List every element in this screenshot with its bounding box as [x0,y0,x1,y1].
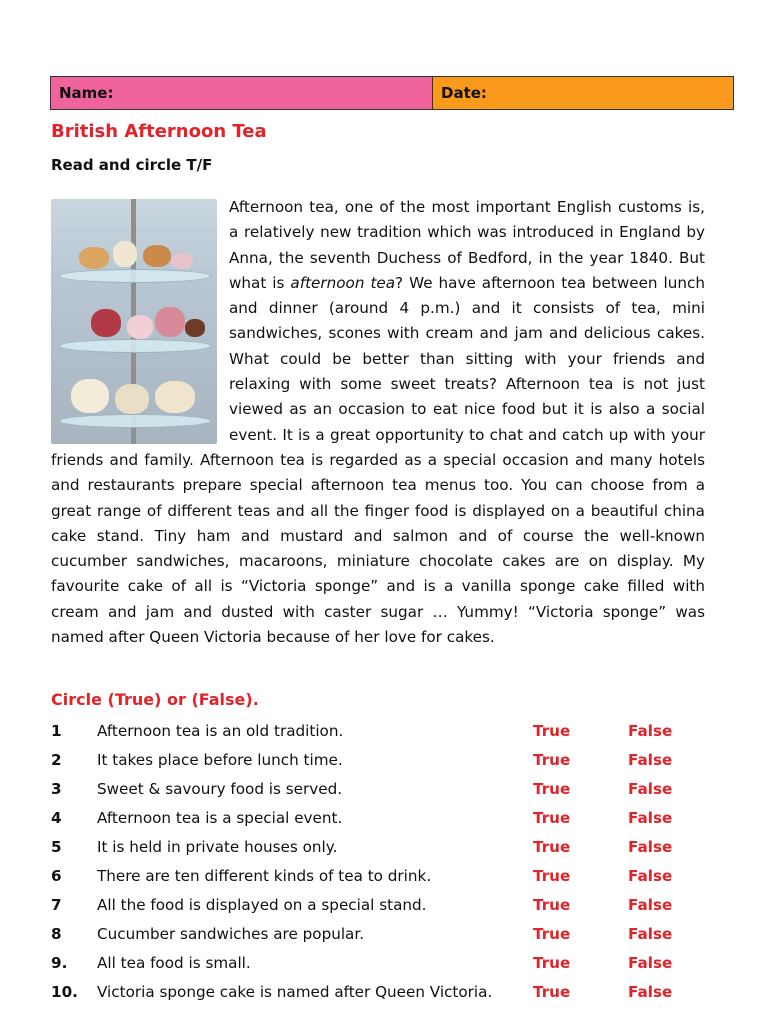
name-field[interactable] [51,77,433,109]
true-option[interactable]: True [533,954,571,972]
passage-text-part-1: Afternoon tea, one of the most important English customs is, a relatively new tradition which was introduced in England by Anna, the seventh Duchess of Bedford, in the year 1840. But what is [229,198,705,292]
false-option[interactable]: False [628,780,673,798]
question-statement: There are ten different kinds of tea to drink. [97,867,432,885]
question-statement: Victoria sponge cake is named after Queen Victoria. [97,983,493,1001]
false-option[interactable]: False [628,925,673,943]
worksheet-instruction: Read and circle T/F [51,156,213,174]
date-label: Date: [441,84,487,102]
question-row [51,979,741,1008]
reading-passage [51,195,705,650]
question-number: 7 [51,896,62,914]
true-option[interactable]: True [533,983,571,1001]
question-number: 3 [51,780,62,798]
true-option[interactable]: True [533,838,571,856]
question-number: 1 [51,722,62,740]
true-option[interactable]: True [533,867,571,885]
question-row [51,950,741,979]
question-statement: It is held in private houses only. [97,838,338,856]
passage-text-part-2: ? We have afternoon tea between lunch and dinner (around 4 p.m.) and it consists of tea, mini sandwiches, scones with cream and jam and delicious cakes. What could be better than sitting with your friends and relaxing with some sweet treats? Afternoon tea is not just viewed as an occasion to eat nice food but it is also a social event. It is a great opportunity to chat and catch up with your friends and family. Afternoon tea is regarded as a special occasion and many hotels and restaurants prepare special afternoon tea menus too. You can choose from a great range of different teas and all the finger food is displayed on a beautiful china cake stand. Tiny ham and mustard and salmon and of course the well-known cucumber sandwiches, macaroons, miniature chocolate cakes are on display. My favourite cake of all is “Victoria sponge” and is a vanilla sponge cake filled with cream and jam and dusted with caster sugar … Yummy! “Victoria sponge” was named after Queen Victoria because of her love for cakes. [51,273,705,647]
worksheet-title: British Afternoon Tea [51,121,267,142]
true-option[interactable]: True [533,751,571,769]
question-row [51,863,741,892]
name-date-bar [50,76,734,110]
true-option[interactable]: True [533,896,571,914]
question-row [51,747,741,776]
question-number: 4 [51,809,62,827]
question-row [51,776,741,805]
question-number: 5 [51,838,62,856]
question-number: 6 [51,867,62,885]
false-option[interactable]: False [628,838,673,856]
question-row [51,805,741,834]
false-option[interactable]: False [628,867,673,885]
question-statement: It takes place before lunch time. [97,751,343,769]
true-option[interactable]: True [533,722,571,740]
question-statement: Sweet & savoury food is served. [97,780,343,798]
question-statement: Cucumber sandwiches are popular. [97,925,365,943]
date-field[interactable] [433,77,733,109]
true-option[interactable]: True [533,780,571,798]
question-statement: All the food is displayed on a special stand. [97,896,427,914]
question-number: 8 [51,925,62,943]
quiz-heading: Circle (True) or (False). [51,690,259,709]
question-number: 9. [51,954,68,972]
name-label: Name: [59,84,114,102]
false-option[interactable]: False [628,954,673,972]
question-row [51,921,741,950]
true-option[interactable]: True [533,809,571,827]
true-option[interactable]: True [533,925,571,943]
question-statement: Afternoon tea is a special event. [97,809,343,827]
question-row [51,834,741,863]
true-false-list [51,718,741,1008]
afternoon-tea-photo [51,199,217,444]
question-statement: All tea food is small. [97,954,251,972]
question-row [51,718,741,747]
passage-emphasis: afternoon tea [290,273,396,292]
question-number: 10. [51,983,78,1001]
false-option[interactable]: False [628,751,673,769]
false-option[interactable]: False [628,896,673,914]
false-option[interactable]: False [628,809,673,827]
false-option[interactable]: False [628,983,673,1001]
false-option[interactable]: False [628,722,673,740]
question-number: 2 [51,751,62,769]
question-statement: Afternoon tea is an old tradition. [97,722,344,740]
question-row [51,892,741,921]
